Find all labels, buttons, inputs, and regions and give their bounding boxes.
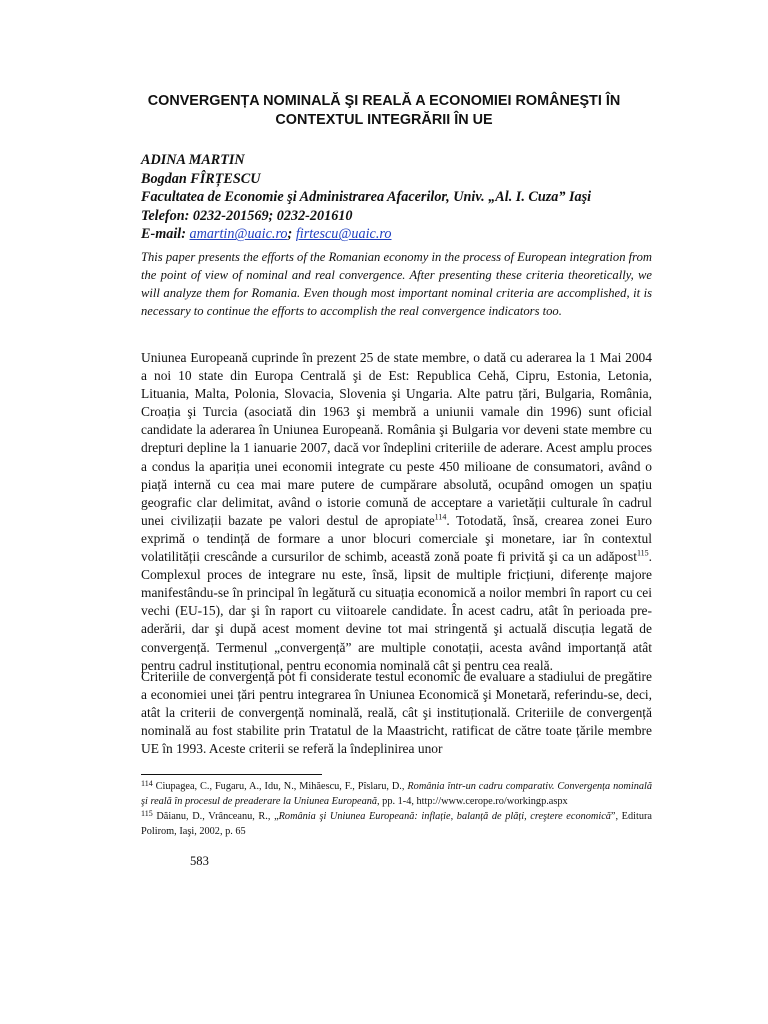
footnote-114-authors: Ciupagea, C., Fugaru, A., Idu, N., Mihăescu, F., Pîslaru, D., — [152, 781, 408, 792]
email-link-2[interactable]: firtescu@uaic.ro — [295, 226, 392, 243]
footnote-114-title: România într-un cadru comparativ. Convergența nominală şi reală în procesul de preaderare la Uniunea Europeană — [141, 781, 652, 807]
footnote-115-title: România şi Uniunea Europeană: inflație, balanță de plăți, creştere economică — [278, 811, 611, 822]
body-paragraph-2: Criteriile de convergență pot fi considerate testul economic de evaluare a stadiului de pregătire a economiei unei țări pentru integrarea în Uniunea Economică şi Monetară, referindu-se, deci, atât la criterii de convergență nominală, reală, cât şi instituțională. Criteriile de convergență nominală au fost stabilite prin Tratatul de la Maastricht, ratificat de către toate țările membre UE în 1993. Aceste criterii se referă la îndeplinirea unor — [141, 669, 652, 757]
footnote-115-rest: ”, Editura Polirom, Iaşi, 2002, p. 65 — [141, 811, 652, 837]
paragraph-1-text-b: . Totodată, însă, crearea zonei Euro exprimă o tendință de formare a unor blocuri comerciale şi monetare, iar în contextul volatilității crescânde a cursurilor de schimb, această zonă poate fi privită şi ca un adăpost — [141, 512, 652, 565]
paragraph-1-text-a: Uniunea Europeană cuprinde în prezent 25 de state membre, o dată cu aderarea la 1 Mai 2004 a noi 10 state din Europa Centrală şi de Est: Republica Cehă, Cipru, Estonia, Letonia, Lituania, Malta, Polonia, Slovacia, Slovenia şi Ungaria. Alte patru țări, Bulgaria, România, Croația şi Turcia (asociată din 1963 şi membră a uniunii vamale din 1996) sunt oficial candidate la aderarea în Uniunea Europeană. România şi Bulgaria vor deveni state membre cu drepturi depline la 1 ianuarie 2007, dacă vor îndeplini criteriile de aderare. Acest amplu proces a condus la apariția unei economii integrate cu peste 450 milioane de consumatori, având o piață internă cu cea mai mare putere de cumpărare absolută, ocupând omogen un spațiu geografic clar delimitat, având o istorie comună de acceptare a varietății culturale în cadrul unei civilizații bazate pe valori destul de apropiate — [141, 350, 652, 528]
title-line-1: CONVERGENȚA NOMINALĂ ŞI REALĂ A ECONOMIEI ROMÂNEŞTI ÎN — [147, 93, 621, 109]
email-label: E-mail: — [141, 226, 190, 243]
body-paragraph-1 — [141, 349, 652, 675]
author-name-2: Bogdan FÎRȚESCU — [141, 170, 261, 187]
footnote-number-114: 114 — [141, 779, 153, 788]
title-line-2: CONTEXTUL INTEGRĂRII ÎN UE — [275, 112, 493, 128]
abstract: This paper presents the efforts of the Romanian economy in the process of European integration from the point of view of nominal and real convergence. After presenting these criteria theoretically, we will analyze them for Romania. Even though most important nominal criteria are accomplished, it is necessary to continue the efforts to accomplish the real convergence indicators too. — [141, 250, 652, 318]
footnote-ref-115[interactable]: 115 — [636, 548, 649, 558]
footnote-114 — [141, 779, 652, 809]
footnotes — [141, 779, 652, 839]
footnote-115-authors: Dăianu, D., Vrânceanu, R., „ — [152, 811, 279, 822]
paragraph-1-text-c: . Complexul proces de integrare nu este, însă, lipsit de multiple fricțiuni, diferențe majore manifestându-se în principal în legătură cu situația economică a noilor membri în raport cu cei vechi (EU-15), dar şi în raport cu viitoarele candidate. În acest cadru, atât în perioada pre-aderării, dar şi după acest moment devine tot mai stringentă şi actuală discuția legată de convergență. Termenul „convergență” are multiple conotații, acesta având importanță atât pentru cadrul instituțional, pentru economia nominală cât şi pentru cea reală. — [141, 549, 652, 673]
page-number: 583 — [190, 854, 209, 868]
email-separator: ; — [287, 226, 296, 243]
author-affiliation: Facultatea de Economie şi Administrarea Afacerilor, Univ. „Al. I. Cuza” Iaşi — [141, 189, 592, 206]
footnote-114-rest: , pp. 1-4, http://www.cerope.ro/workingp.aspx — [377, 796, 568, 807]
footnote-ref-114[interactable]: 114 — [434, 512, 447, 522]
author-block — [141, 151, 661, 244]
footnote-115 — [141, 809, 652, 839]
footnote-number-115: 115 — [141, 809, 153, 818]
footnote-divider — [141, 774, 322, 775]
author-name-1: ADINA MARTIN — [141, 152, 245, 168]
paper-title — [120, 92, 648, 130]
email-link-1[interactable]: amartin@uaic.ro — [189, 226, 288, 243]
author-phone: Telefon: 0232-201569; 0232-201610 — [141, 207, 353, 224]
author-email-line — [141, 225, 661, 244]
